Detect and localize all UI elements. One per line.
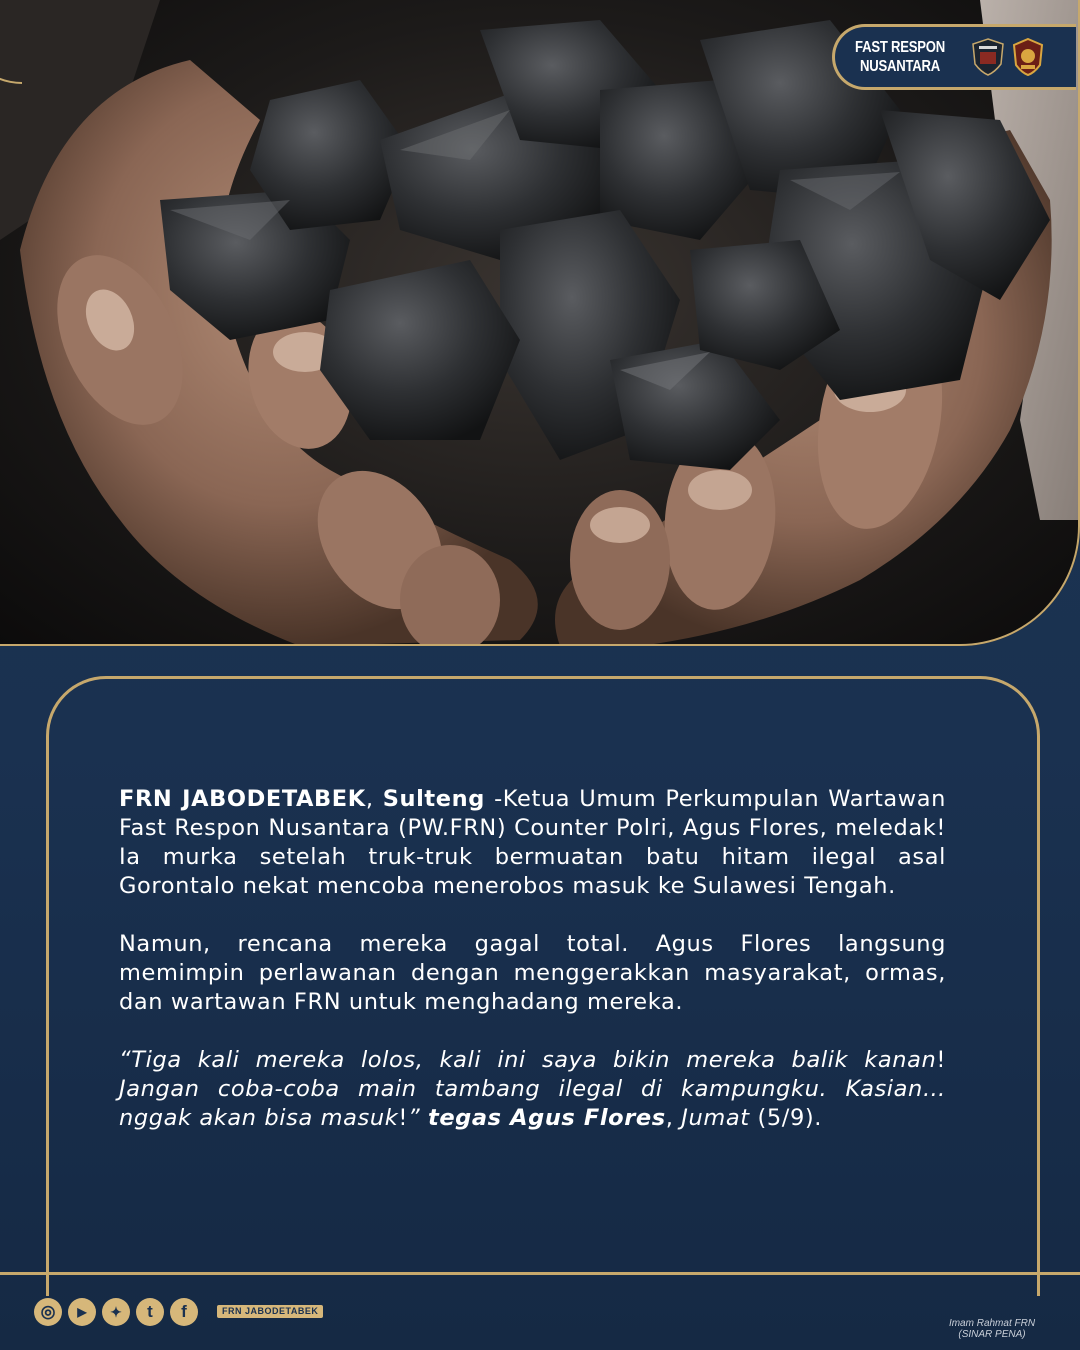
dateline-separator: , (365, 786, 383, 812)
dateline-place: Sulteng (382, 786, 485, 812)
brand-badge (832, 24, 1076, 90)
quote-speaker: tegas Agus Flores (427, 1105, 666, 1131)
quote-part-a: “Tiga kali mereka lolos, kali ini saya bikin mereka balik kanan (119, 1047, 937, 1073)
article-paragraph-2: Namun, rencana mereka gagal total. Agus Flores langsung memimpin perlawanan dengan menggerakkan masyarakat, ormas, dan wartawan FRN untuk menghadang mereka. (119, 931, 946, 1015)
facebook-icon[interactable]: f (170, 1298, 198, 1326)
hero-photo (0, 0, 1080, 646)
article-paragraph-1 (119, 785, 946, 901)
quote-exclamation-2: ! (398, 1105, 408, 1131)
article-body (119, 785, 946, 1162)
tumblr-icon[interactable]: t (136, 1298, 164, 1326)
quote-date: (5/9). (749, 1105, 822, 1131)
quote-exclamation-1: ! (936, 1047, 946, 1073)
article-paragraph-3 (119, 1046, 946, 1133)
quote-day: Jumat (681, 1105, 750, 1131)
social-icons (34, 1298, 198, 1326)
twitter-icon[interactable]: ✦ (102, 1298, 130, 1326)
credit-line-1: Imam Rahmat FRN (948, 1318, 1036, 1329)
credit-line-2: (SINAR PENA) (958, 1329, 1026, 1340)
brand-line-1: FAST RESPON (855, 39, 945, 56)
footer-tag: FRN JABODETABEK (217, 1305, 323, 1318)
fast-respon-shield-logo (971, 38, 1005, 76)
quote-part-c: ” (407, 1105, 428, 1131)
speaker-separator: , (665, 1105, 682, 1131)
quote-part-b: Jangan coba-coba main tambang ilegal di kampungku. Kasian… nggak akan bisa masuk (119, 1076, 946, 1131)
polri-badge-logo (1011, 38, 1045, 76)
footer-gold-line (0, 1272, 1080, 1275)
brand-line-2: NUSANTARA (860, 58, 940, 75)
hands-holding-coal-icon (0, 0, 1080, 646)
youtube-icon[interactable]: ▶ (68, 1298, 96, 1326)
brand-name (847, 38, 954, 76)
paragraph-1-text: -Ketua Umum Perkumpulan Wartawan Fast Respon Nusantara (PW.FRN) Counter Polri, Agus Flores, meledak! Ia murka setelah truk-truk bermuatan batu hitam ilegal asal Gorontalo nekat mencoba menerobos masuk ke Sulawesi Tengah. (119, 786, 946, 899)
photo-credit (922, 1318, 1062, 1340)
dateline-source: FRN JABODETABEK (119, 786, 366, 812)
instagram-icon[interactable]: ◎ (34, 1298, 62, 1326)
